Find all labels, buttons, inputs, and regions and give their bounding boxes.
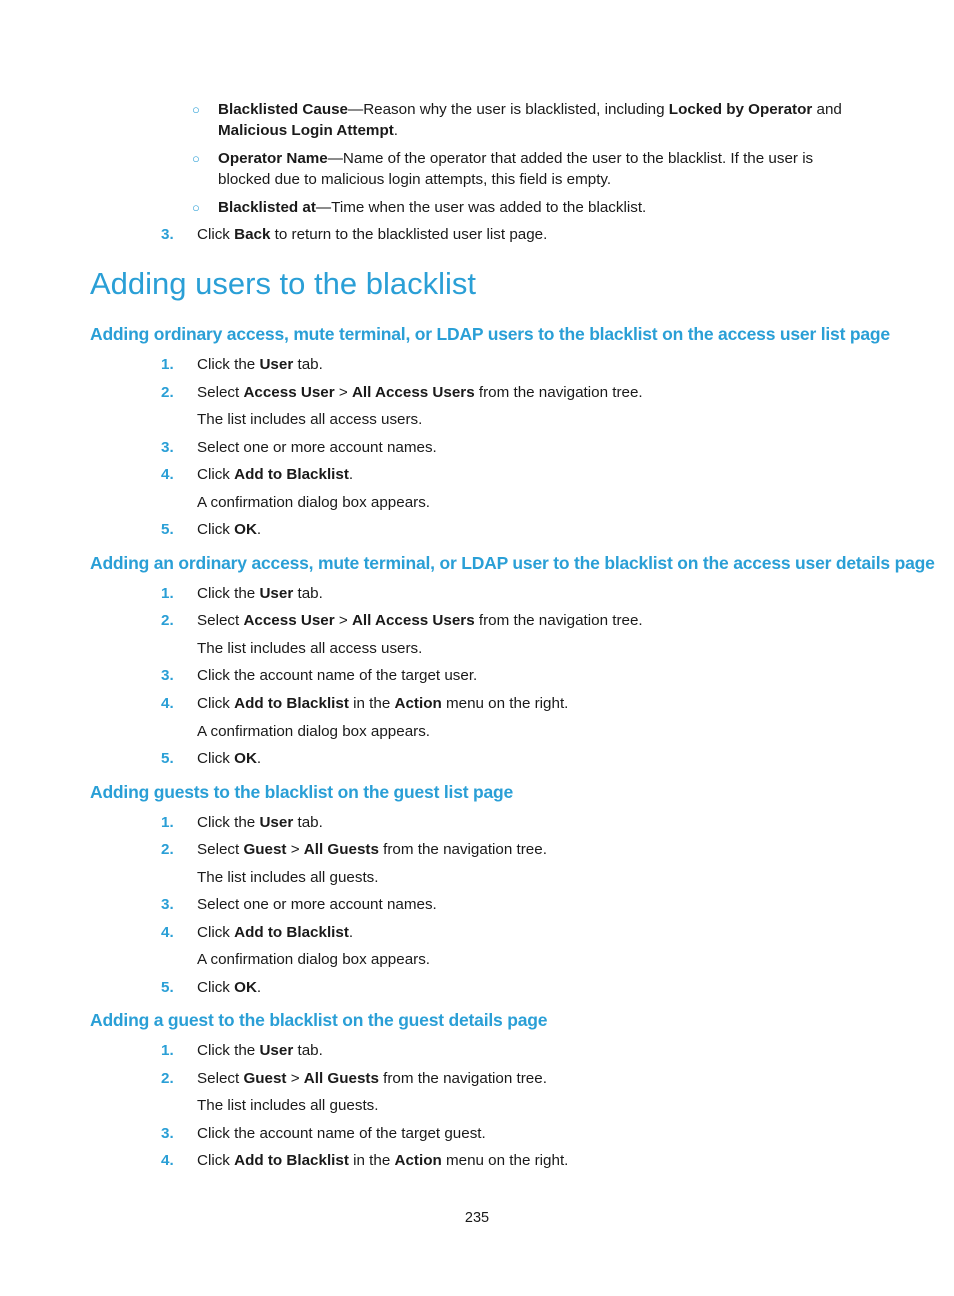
step-number: 3. <box>161 667 174 684</box>
bullet-item-continuation: Malicious Login Attempt. <box>218 122 399 139</box>
bullet-item-blacklisted-cause: Blacklisted Cause—Reason why the user is blacklisted, including Locked by Operator and <box>218 101 842 118</box>
step-text: Click Add to Blacklist in the Action menu on the right. <box>197 695 569 712</box>
bullet-marker: ○ <box>192 151 200 166</box>
subsection-heading: Adding ordinary access, mute terminal, or LDAP users to the blacklist on the access user list page <box>90 324 890 344</box>
bullet-item-operator-name: Operator Name—Name of the operator that added the user to the blacklist. If the user is <box>218 150 814 167</box>
step-note: A confirmation dialog box appears. <box>197 494 431 511</box>
subsection-heading: Adding an ordinary access, mute terminal, or LDAP user to the blacklist on the access user details page <box>90 553 935 573</box>
step-number: 4. <box>161 466 174 483</box>
step-number: 3. <box>161 226 174 243</box>
step-text: Click Add to Blacklist. <box>197 466 354 483</box>
subsection-heading: Adding guests to the blacklist on the guest list page <box>90 782 514 802</box>
step-number: 1. <box>161 585 174 602</box>
step-number: 1. <box>161 1042 174 1059</box>
step-text: Click OK. <box>197 979 262 996</box>
page-number: 235 <box>464 1210 490 1226</box>
step-note: The list includes all guests. <box>197 1097 379 1114</box>
step-text: Select one or more account names. <box>197 896 437 913</box>
bullet-item-blacklisted-at: Blacklisted at—Time when the user was added to the blacklist. <box>218 199 647 216</box>
step-number: 3. <box>161 896 174 913</box>
subsection-heading: Adding a guest to the blacklist on the guest details page <box>90 1010 548 1030</box>
step-text: Select Access User > All Access Users from the navigation tree. <box>197 612 643 629</box>
step-note: The list includes all guests. <box>197 869 379 886</box>
step-number: 5. <box>161 979 174 996</box>
step-text: Select Guest > All Guests from the navigation tree. <box>197 841 547 858</box>
step-text: Click Add to Blacklist in the Action menu on the right. <box>197 1152 569 1169</box>
step-note: The list includes all access users. <box>197 640 423 657</box>
step-number: 2. <box>161 1070 174 1087</box>
step-text: Select one or more account names. <box>197 439 437 456</box>
step-text: Select Guest > All Guests from the navigation tree. <box>197 1070 547 1087</box>
step-text: Click the User tab. <box>197 585 323 602</box>
step-number: 2. <box>161 841 174 858</box>
bullet-marker: ○ <box>192 200 200 215</box>
bullet-item-continuation: blocked due to malicious login attempts, this field is empty. <box>218 171 612 188</box>
step-text: Click the User tab. <box>197 814 323 831</box>
step-text: Click Add to Blacklist. <box>197 924 354 941</box>
step-number: 1. <box>161 356 174 373</box>
step-number: 5. <box>161 521 174 538</box>
step-number: 4. <box>161 695 174 712</box>
step-number: 5. <box>161 750 174 767</box>
bullet-marker: ○ <box>192 102 200 117</box>
step-number: 2. <box>161 612 174 629</box>
step-number: 2. <box>161 384 174 401</box>
step-text: Select Access User > All Access Users from the navigation tree. <box>197 384 643 401</box>
section-heading: Adding users to the blacklist <box>90 266 476 301</box>
step-note: The list includes all access users. <box>197 411 423 428</box>
step-text: Click OK. <box>197 750 262 767</box>
step-text: Click the User tab. <box>197 356 323 373</box>
step-text: Click OK. <box>197 521 262 538</box>
step-note: A confirmation dialog box appears. <box>197 951 431 968</box>
step-text: Click the account name of the target user. <box>197 667 478 684</box>
step-number: 3. <box>161 439 174 456</box>
step-text: Click the User tab. <box>197 1042 323 1059</box>
step-number: 1. <box>161 814 174 831</box>
step-text: Click Back to return to the blacklisted user list page. <box>197 226 548 243</box>
step-number: 3. <box>161 1125 174 1142</box>
step-number: 4. <box>161 924 174 941</box>
step-text: Click the account name of the target guest. <box>197 1125 486 1142</box>
step-number: 4. <box>161 1152 174 1169</box>
step-note: A confirmation dialog box appears. <box>197 723 431 740</box>
